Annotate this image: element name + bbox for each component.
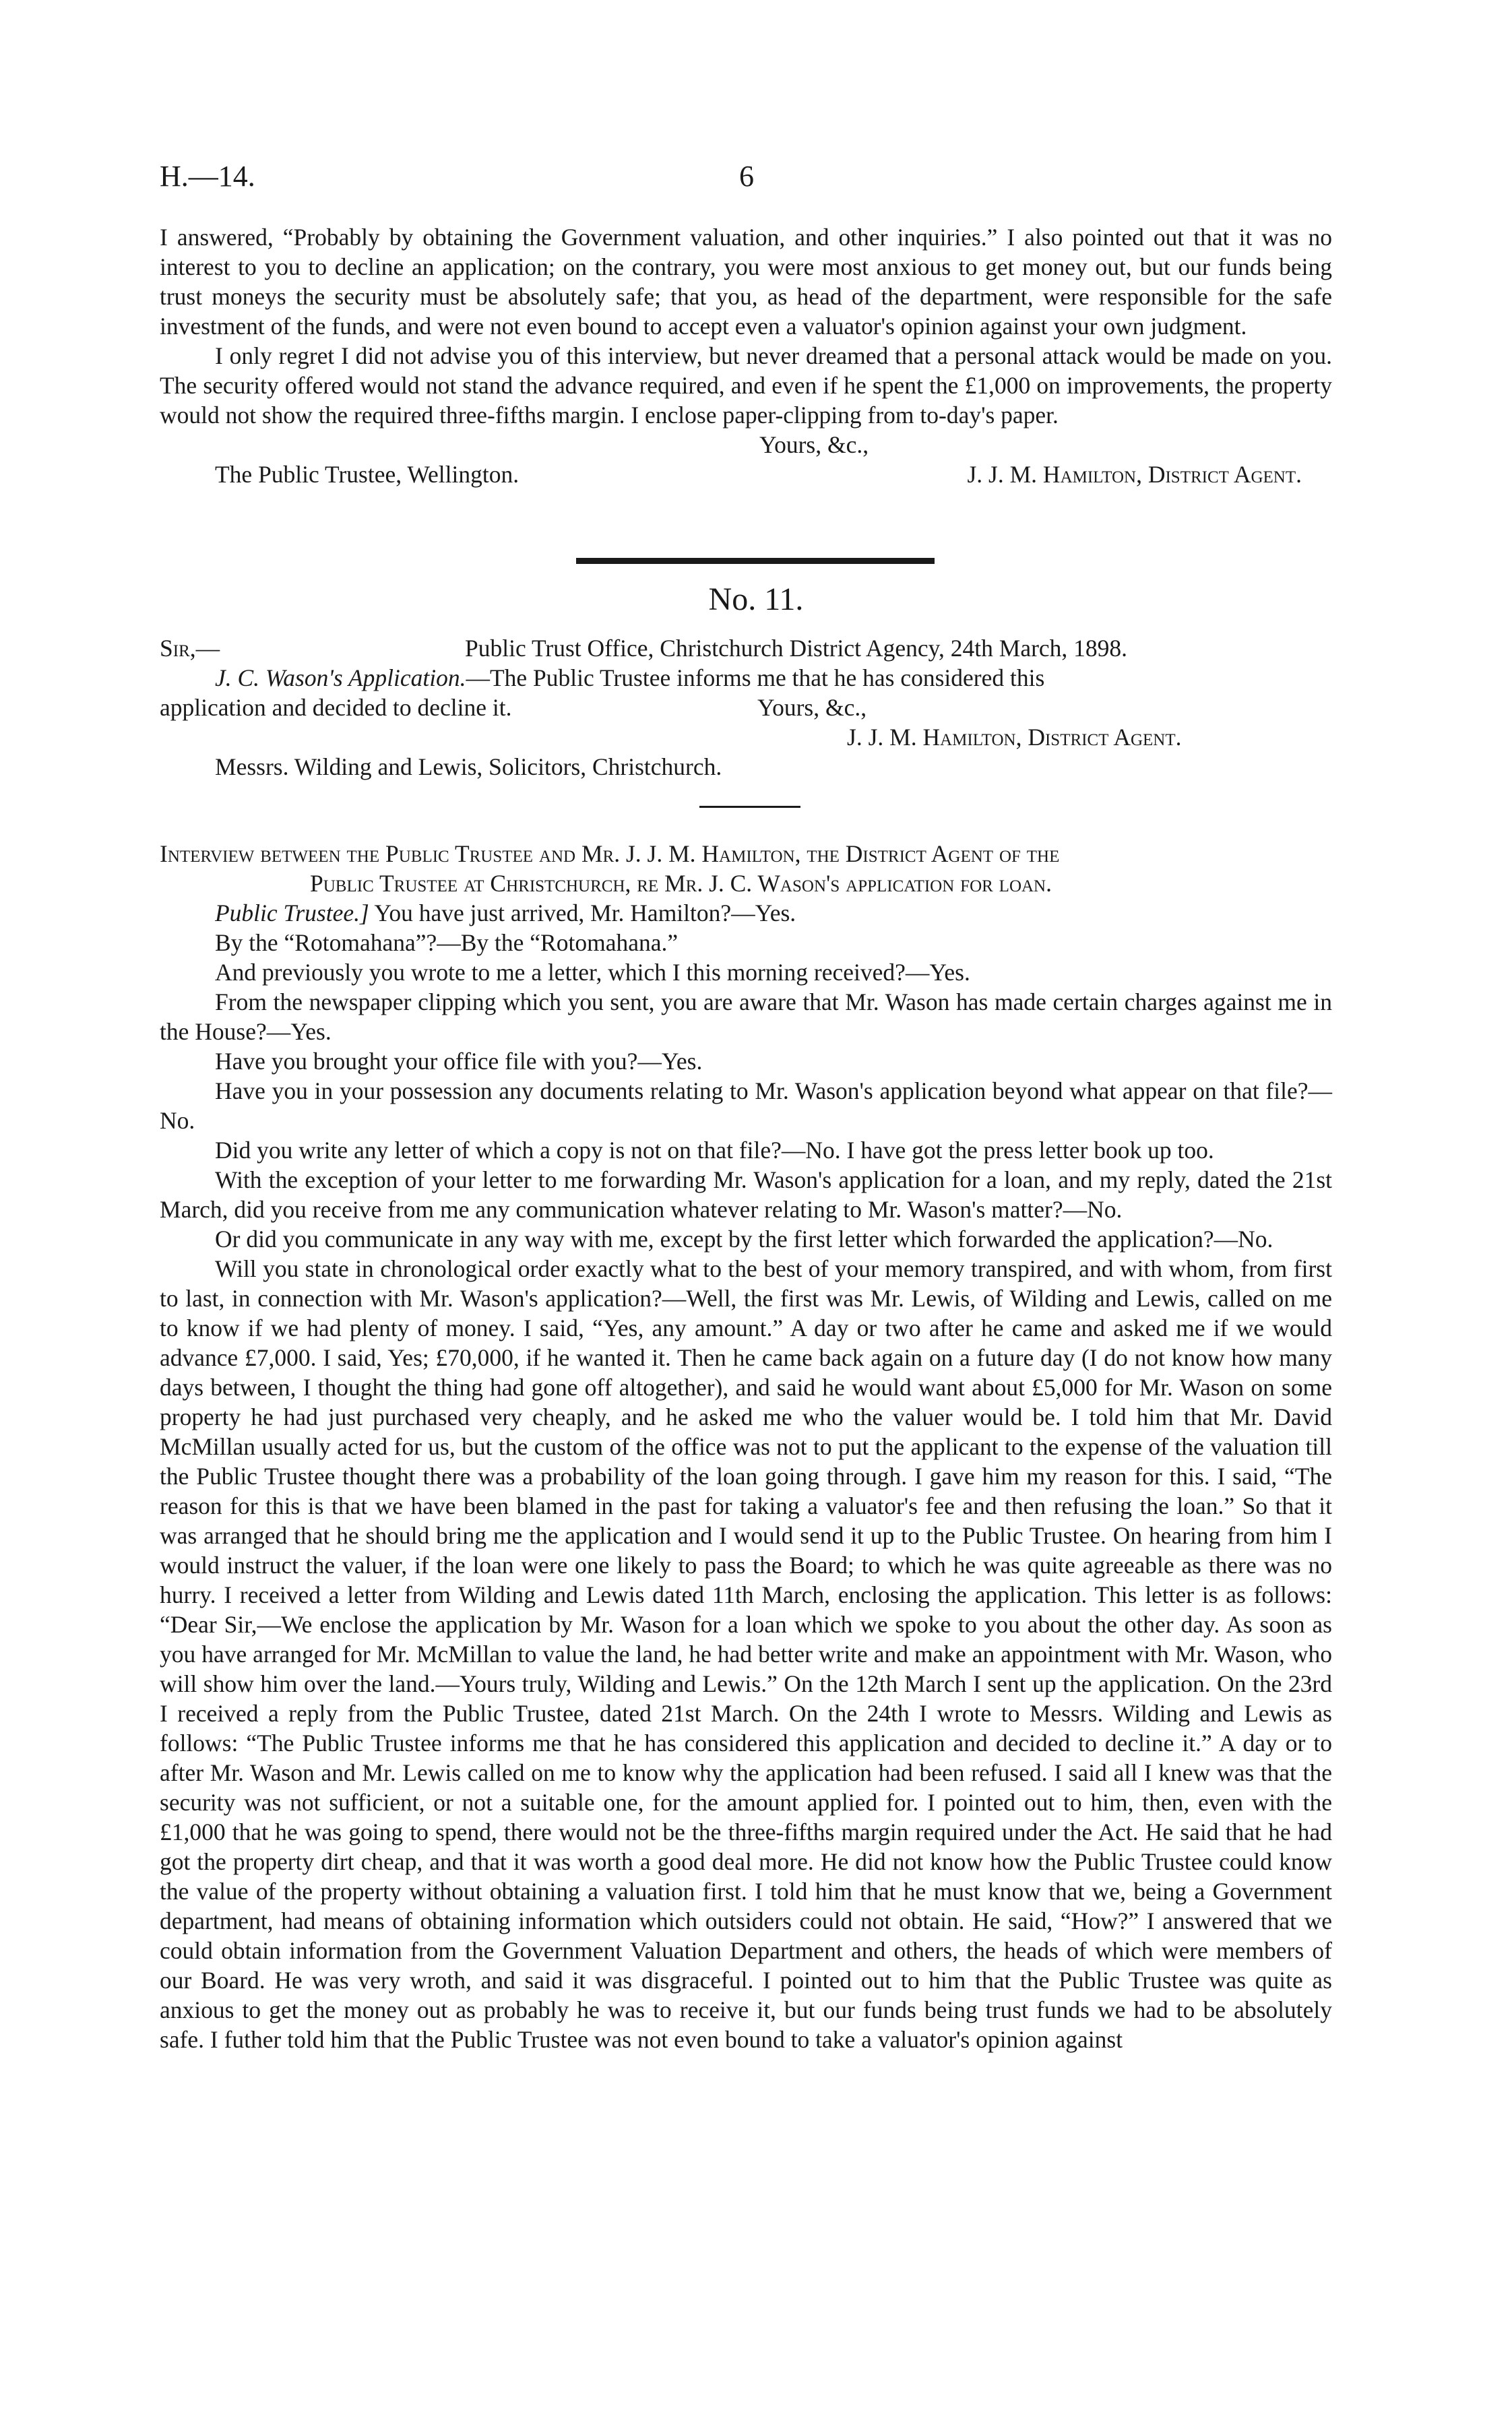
interview-first-paragraph xyxy=(160,898,1332,928)
section-divider xyxy=(576,558,935,564)
letter-11-header-line xyxy=(160,633,1332,663)
interview-paragraph: Have you in your possession any documents relating to Mr. Wason's application beyond what appear on that file?—No. xyxy=(160,1077,1332,1134)
interview-paragraph: With the exception of your letter to me forwarding Mr. Wason's application for a loan, and my reply, dated the 21st March, did you receive from me any communication whatever relating to Mr. Wason's matter?—No. xyxy=(160,1166,1332,1223)
letter-10-signature-row xyxy=(160,460,1332,489)
interview-heading-line-1: Interview between the Public Trustee and Mr. J. J. M. Hamilton, the District Agent of the xyxy=(160,840,1060,867)
letter-10-closing: Yours, &c., xyxy=(759,431,869,458)
letter-11-subject: J. C. Wason's Application. xyxy=(215,664,466,691)
letter-11-salutation: Sir,— xyxy=(160,635,220,662)
interview-first-line: You have just arrived, Mr. Hamilton?—Yes. xyxy=(369,899,796,926)
interview-paragraph: Have you brought your office file with you?—Yes. xyxy=(215,1048,703,1075)
interview-paragraph: Did you write any letter of which a copy is not on that file?—No. I have got the press letter book up too. xyxy=(215,1137,1214,1164)
letter-11-closing: Yours, &c., xyxy=(757,694,867,721)
interview xyxy=(160,839,1332,2054)
minor-divider xyxy=(699,806,800,808)
interview-paragraph: By the “Rotomahana”?—By the “Rotomahana.” xyxy=(215,929,679,956)
interview-first-speaker: Public Trustee.] xyxy=(215,899,369,926)
letter-11-body-rest: —The Public Trustee informs me that he has considered this xyxy=(466,664,1045,691)
letter-11 xyxy=(160,633,1332,782)
interview-paragraph: And previously you wrote to me a letter, which I this morning received?—Yes. xyxy=(215,959,970,986)
letter-11-addressee: Messrs. Wilding and Lewis, Solicitors, Christchurch. xyxy=(215,753,722,780)
letter-10-signature: J. J. M. Hamilton, District Agent. xyxy=(967,461,1302,488)
letter-11-body-cont: application and decided to decline it. xyxy=(160,694,512,721)
letter-11-signature: J. J. M. Hamilton, District Agent. xyxy=(847,724,1182,751)
interview-paragraph: Or did you communicate in any way with me, except by the first letter which forwarded the application?—No. xyxy=(215,1226,1273,1253)
letter-10-continuation xyxy=(160,222,1332,489)
letter-11-title: No. 11. xyxy=(708,581,804,617)
page-number: 6 xyxy=(739,160,754,193)
letter-10-paragraph-2: I only regret I did not advise you of this interview, but never dreamed that a personal attack would be made on you. The security offered would not stand the advance required, and even if he spent the £1,000 on improvements, the property would not show the required three-fifths margin. I enclose paper-clipping from to-day's paper. xyxy=(160,342,1332,429)
interview-paragraph: From the newspaper clipping which you sent, you are aware that Mr. Wason has made certain charges against me in the House?—Yes. xyxy=(160,988,1332,1045)
letter-11-body xyxy=(160,663,1332,693)
letter-11-dateline: Public Trust Office, Christchurch District Agency, 24th March, 1898. xyxy=(465,635,1128,662)
document-code: H.—14. xyxy=(160,160,255,193)
interview-heading-line-2: Public Trustee at Christchurch, re Mr. J. C. Wason's application for loan. xyxy=(310,870,1052,897)
interview-paragraph: Will you state in chronological order exactly what to the best of your memory transpired, and with whom, from first to last, in connection with Mr. Wason's application?—Well, the first was Mr. Lewis, of Wilding and Lewis, called on me to know if we had plenty of money. I said, “Yes, any amount.” A day or two after he came and asked me if we would advance £7,000. I said, Yes; £70,000, if he wanted it. Then he came back again on a future day (I do not know how many days between, I thought the thing had gone off altogether), and said he would want about £5,000 for Mr. Wason on some property he had just purchased very cheaply, and he asked me who the valuer would be. I told him that Mr. David McMillan usually acted for us, but the custom of the office was not to put the applicant to the expense of the valuation till the Public Trustee thought there was a probability of the loan going through. I gave him my reason for this. I said, “The reason for this is that we have been blamed in the past for taking a valuator's fee and then refusing the loan.” So that it was arranged that he should bring me the application and I would send it up to the Public Trustee. On hearing from him I would instruct the valuer, if the loan were one likely to pass the Board; to which he was quite agreeable as there was no hurry. I received a letter from Wilding and Lewis dated 11th March, enclosing the application. This letter is as follows: “Dear Sir,—We enclose the application by Mr. Wason for a loan which we spoke to you about the other day. As soon as you have arranged for Mr. McMillan to value the land, he had better write and make an appointment with Mr. Wason, who will show him over the land.—Yours truly, Wilding and Lewis.” On the 12th March I sent up the application. On the 23rd I received a reply from the Public Trustee, dated 21st March. On the 24th I wrote to Messrs. Wilding and Lewis as follows: “The Public Trustee informs me that he has considered this application and decided to decline it.” A day or to after Mr. Wason and Mr. Lewis called on me to know why the application had been refused. I said all I knew was that the security was not sufficient, or not a suitable one, for the amount applied for. I pointed out to him, then, even with the £1,000 that he was going to spend, there would not be the three-fifths margin required under the Act. He said that he had got the property dirt cheap, and that it was worth a good deal more. He did not know how the Public Trustee could know the value of the property without obtaining a valuation first. I told him that he must know that we, being a Government department, had means of obtaining information which outsiders could not obtain. He said, “How?” I answered that we could obtain information from the Government Valuation Department and others, the heads of which were members of our Board. He was very wroth, and said it was disgraceful. I pointed out to him that the Public Trustee was quite as anxious to get the money out as probably he was to receive it, but our funds being trust funds we had to be absolutely safe. I futher told him that the Public Trustee was not even bound to take a valuator's opinion against xyxy=(160,1255,1332,2053)
letter-10-paragraph-1: I answered, “Probably by obtaining the Government valuation, and other inquiries.” I also pointed out that it was no interest to you to decline an application; on the contrary, you were most anxious to get money out, but our funds being trust moneys the security must be absolutely safe; that you, as head of the department, were responsible for the safe investment of the funds, and were not even bound to accept even a valuator's opinion against your own judgment. xyxy=(160,224,1332,340)
letter-10-addressee: The Public Trustee, Wellington. xyxy=(215,461,519,488)
letter-11-body-line-2 xyxy=(160,693,1332,722)
